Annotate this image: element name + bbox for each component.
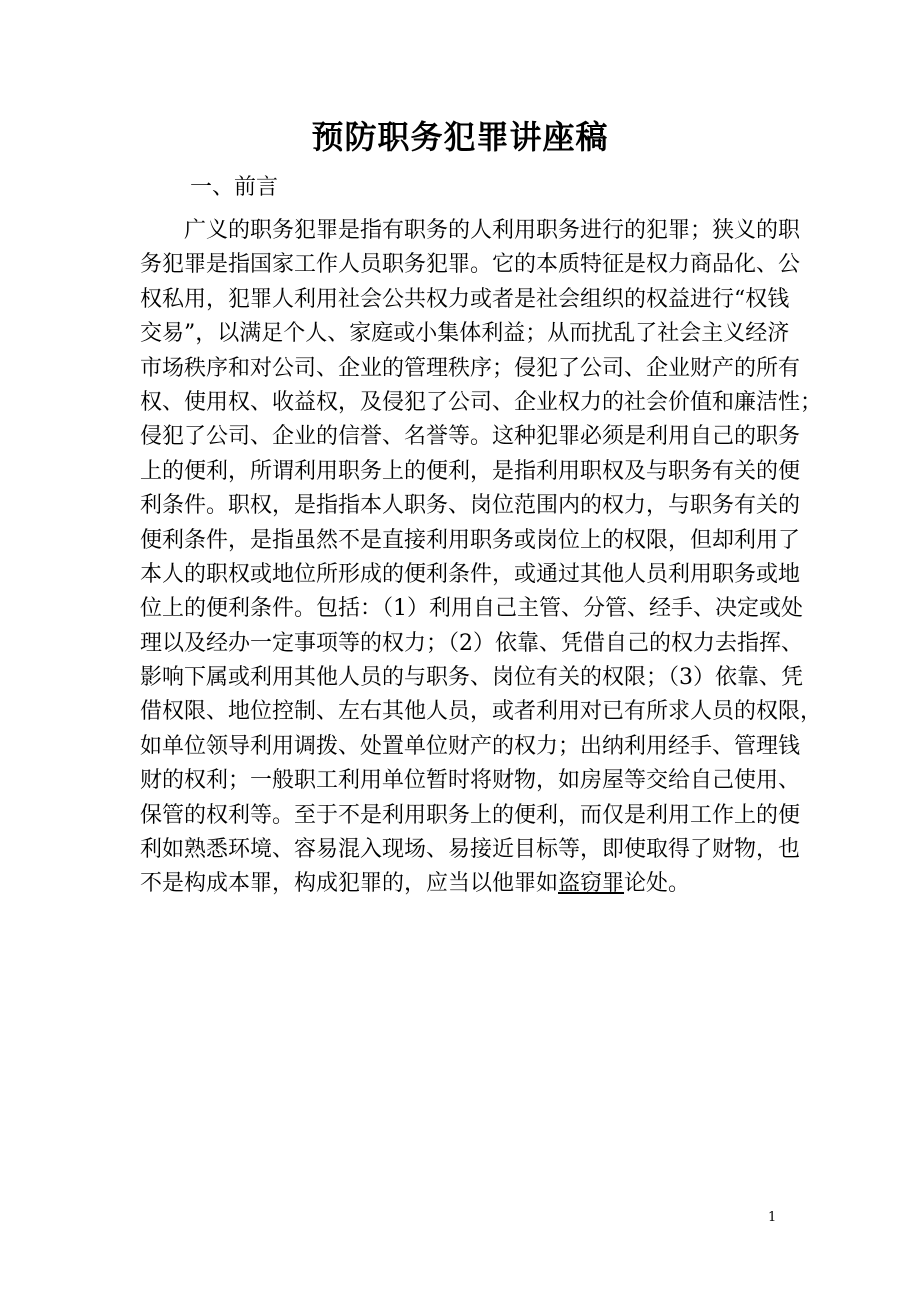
paragraph-line: 权私用，犯罪人利用社会公共权力或者是社会组织的权益进行“权钱: [140, 286, 790, 312]
paragraph-line: 广义的职务犯罪是指有职务的人利用职务进行的犯罪；狭义的职: [184, 218, 801, 243]
paragraph-last-line: [140, 867, 782, 901]
last-line-text: 不是构成本罪，构成犯罪的，应当以他罪如: [140, 871, 559, 897]
last-line-end: 论处。: [624, 871, 691, 897]
paragraph-line: 财的权利；一般职工利用单位暂时将财物，如房屋等交给自己使用、: [140, 768, 801, 794]
paragraph-line: 市场秩序和对公司、企业的管理秩序；侵犯了公司、企业财产的所有: [140, 355, 801, 381]
paragraph-line: 务犯罪是指国家工作人员职务犯罪。它的本质特征是权力商品化、公: [140, 252, 801, 278]
paragraph-line: 如单位领导利用调拨、处置单位财产的权力；出纳利用经手、管理钱: [140, 733, 801, 759]
body-paragraph: [140, 214, 823, 902]
page-number: 1: [768, 1210, 777, 1225]
paragraph-line: 利如熟悉环境、容易混入现场、易接近目标等，即使取得了财物，也: [140, 837, 801, 863]
paragraph-line: 位上的便利条件。包括：（1）利用自己主管、分管、经手、决定或处: [140, 596, 803, 622]
paragraph-line: 保管的权利等。至于不是利用职务上的便利，而仅是利用工作上的便: [140, 802, 801, 828]
document-title: 预防职务犯罪讲座稿: [311, 118, 609, 156]
paragraph-line: 上的便利，所谓利用职务上的便利，是指利用职权及与职务有关的便: [140, 458, 801, 484]
paragraph-line: 借权限、地位控制、左右其他人员，或者利用对已有所求人员的权限，: [140, 699, 823, 725]
paragraph-line: 影响下属或利用其他人员的与职务、岗位有关的权限；（3）依靠、凭: [140, 665, 803, 691]
paragraph-line: 权、使用权、收益权，及侵犯了公司、企业权力的社会价值和廉洁性；: [140, 389, 823, 415]
paragraph-line: 交易”，以满足个人、家庭或小集体利益；从而扰乱了社会主义经济: [140, 321, 790, 347]
paragraph-line: 便利条件，是指虽然不是直接利用职务或岗位上的权限，但却利用了: [140, 527, 801, 553]
paragraph-line: 本人的职权或地位所形成的便利条件，或通过其他人员利用职务或地: [140, 561, 801, 587]
paragraph-line: 理以及经办一定事项等的权力；（2）依靠、凭借自己的权力去指挥、: [140, 630, 803, 656]
section-heading: 一、前言: [190, 175, 279, 200]
paragraph-line: 利条件。职权，是指指本人职务、岗位范围内的权力，与职务有关的: [140, 493, 801, 519]
paragraph-line: 侵犯了公司、企业的信誉、名誉等。这种犯罪必须是利用自己的职务: [140, 424, 801, 450]
theft-crime-link[interactable]: 盗窃罪: [558, 871, 625, 897]
